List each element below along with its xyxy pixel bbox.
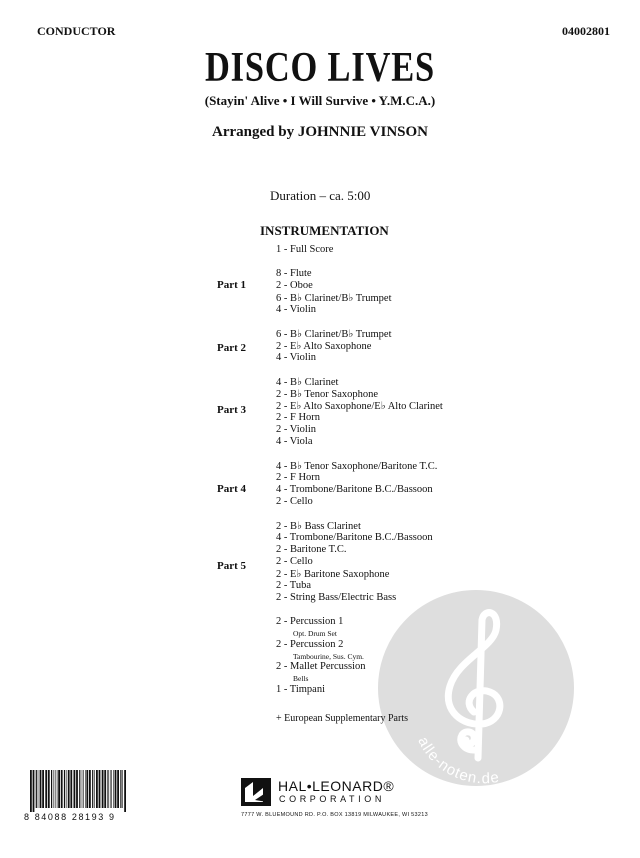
barcode-bar [61,770,63,808]
barcode-bar [83,770,84,808]
barcode-bar [102,770,104,808]
instrument-note: Opt. Drum Set [293,629,337,638]
instrument-line: 4 - B♭ Tenor Saxophone/Baritone T.C. [276,461,438,472]
full-score-line: 1 - Full Score [276,244,334,255]
treble-clef-icon [448,613,500,758]
instrument-line: 2 - Violin [276,424,317,435]
barcode-bar [113,770,114,808]
arranger-credit: Arranged by JOHNNIE VINSON [212,124,428,140]
barcode-bar [82,770,83,808]
barcode-bar [89,770,91,808]
instrument-line: 2 - Tuba [276,580,312,591]
instrument-line: 2 - B♭ Tenor Saxophone [276,389,379,400]
barcode-bar [117,770,119,808]
barcode-bar [42,770,44,808]
instrument-line: 2 - E♭ Alto Saxophone/E♭ Alto Clarinet [276,401,443,412]
part-label: Part 4 [217,483,247,495]
instrument-line: 8 - Flute [276,268,312,279]
instrument-line: 2 - F Horn [276,472,321,483]
barcode-bar [40,770,42,808]
instrumentation-heading: INSTRUMENTATION [260,223,389,238]
hal-leonard-logo-icon [241,778,271,806]
instrument-line: 4 - B♭ Clarinet [276,377,339,388]
barcode-bar [124,770,126,812]
barcode-bar [45,770,47,808]
instrument-line: 4 - Violin [276,304,317,315]
instrument-line: 2 - Cello [276,496,313,507]
instrument-line: 1 - Timpani [276,684,326,695]
barcode-bar [57,770,58,808]
barcode-bar [70,770,72,808]
catalog-number: 04002801 [562,24,610,38]
barcode-bar [30,770,32,812]
barcode-bar [76,770,78,808]
part-label: Part 2 [217,342,247,354]
barcode-bar [79,770,80,808]
song-list: (Stayin' Alive • I Will Survive • Y.M.C.A.) [204,93,436,108]
publisher-name: HAL•LEONARD® [278,778,395,794]
barcode-bar [58,770,60,808]
instrument-line: 2 - E♭ Alto Saxophone [276,341,372,352]
barcode-bar [55,770,56,808]
barcode-bar [48,770,50,808]
instrument-note: Tambourine, Sus. Cym. [293,652,364,661]
watermark-treble-clef [378,590,574,786]
page-title: DISCO LIVES [204,45,436,91]
footnote: + European Supplementary Parts [276,713,408,724]
barcode-bar [94,770,95,808]
instrument-note: Bells [293,674,309,683]
barcode-bar [36,770,37,808]
barcode-bar [96,770,98,808]
barcode-bar [107,770,108,808]
instrument-line: 6 - B♭ Clarinet/B♭ Trumpet [276,329,392,340]
barcode-bar [38,770,39,808]
publisher-address: 7777 W. BLUEMOUND RD. P.O. BOX 13819 MILWAUKEE, WI 53213 [241,812,428,818]
publisher-corporation: CORPORATION [279,794,385,804]
barcode-bar [74,770,76,808]
instrument-line: 4 - Viola [276,436,313,447]
barcode [28,770,128,812]
barcode-bar [110,770,111,808]
duration: Duration – ca. 5:00 [270,188,371,203]
instrument-line: 4 - Trombone/Baritone B.C./Bassoon [276,484,433,495]
barcode-bar [54,770,55,808]
instrument-line: 2 - E♭ Baritone Saxophone [276,569,390,580]
part-label: Part 3 [217,404,247,416]
instrument-line: 2 - B♭ Bass Clarinet [276,521,361,532]
instrument-line: 2 - Percussion 1 [276,616,344,627]
part-label: Part 5 [217,560,247,572]
part-label: Part 1 [217,279,247,291]
instrument-line: 2 - Baritone T.C. [276,544,347,555]
instrument-line: 2 - Oboe [276,280,313,291]
instrument-line: 2 - Percussion 2 [276,639,344,650]
barcode-bar [111,770,112,808]
barcode-bar [99,770,101,808]
instrument-line: 4 - Trombone/Baritone B.C./Bassoon [276,532,433,543]
instrument-line: 2 - Cello [276,556,313,567]
barcode-bar [120,770,121,808]
conductor-label: CONDUCTOR [37,24,116,38]
barcode-bar [66,770,67,808]
barcode-bar [64,770,65,808]
barcode-bar [33,770,35,812]
barcode-bar [104,770,106,808]
instrument-line: 6 - B♭ Clarinet/B♭ Trumpet [276,293,392,304]
instrument-line: 2 - String Bass/Electric Bass [276,592,397,603]
barcode-bar [92,770,93,808]
instrument-line: 2 - F Horn [276,412,321,423]
barcode-bar [122,770,123,808]
barcode-bar [68,770,70,808]
instrument-line: 4 - Violin [276,352,317,363]
barcode-bar [85,770,86,808]
watermark-text: alle-noten.de [414,734,501,786]
barcode-bar [86,770,88,808]
instrument-line: 2 - Mallet Percussion [276,661,366,672]
barcode-bar [115,770,117,808]
barcode-number: 8 84088 28193 9 [24,812,116,822]
barcode-bar [51,770,52,808]
